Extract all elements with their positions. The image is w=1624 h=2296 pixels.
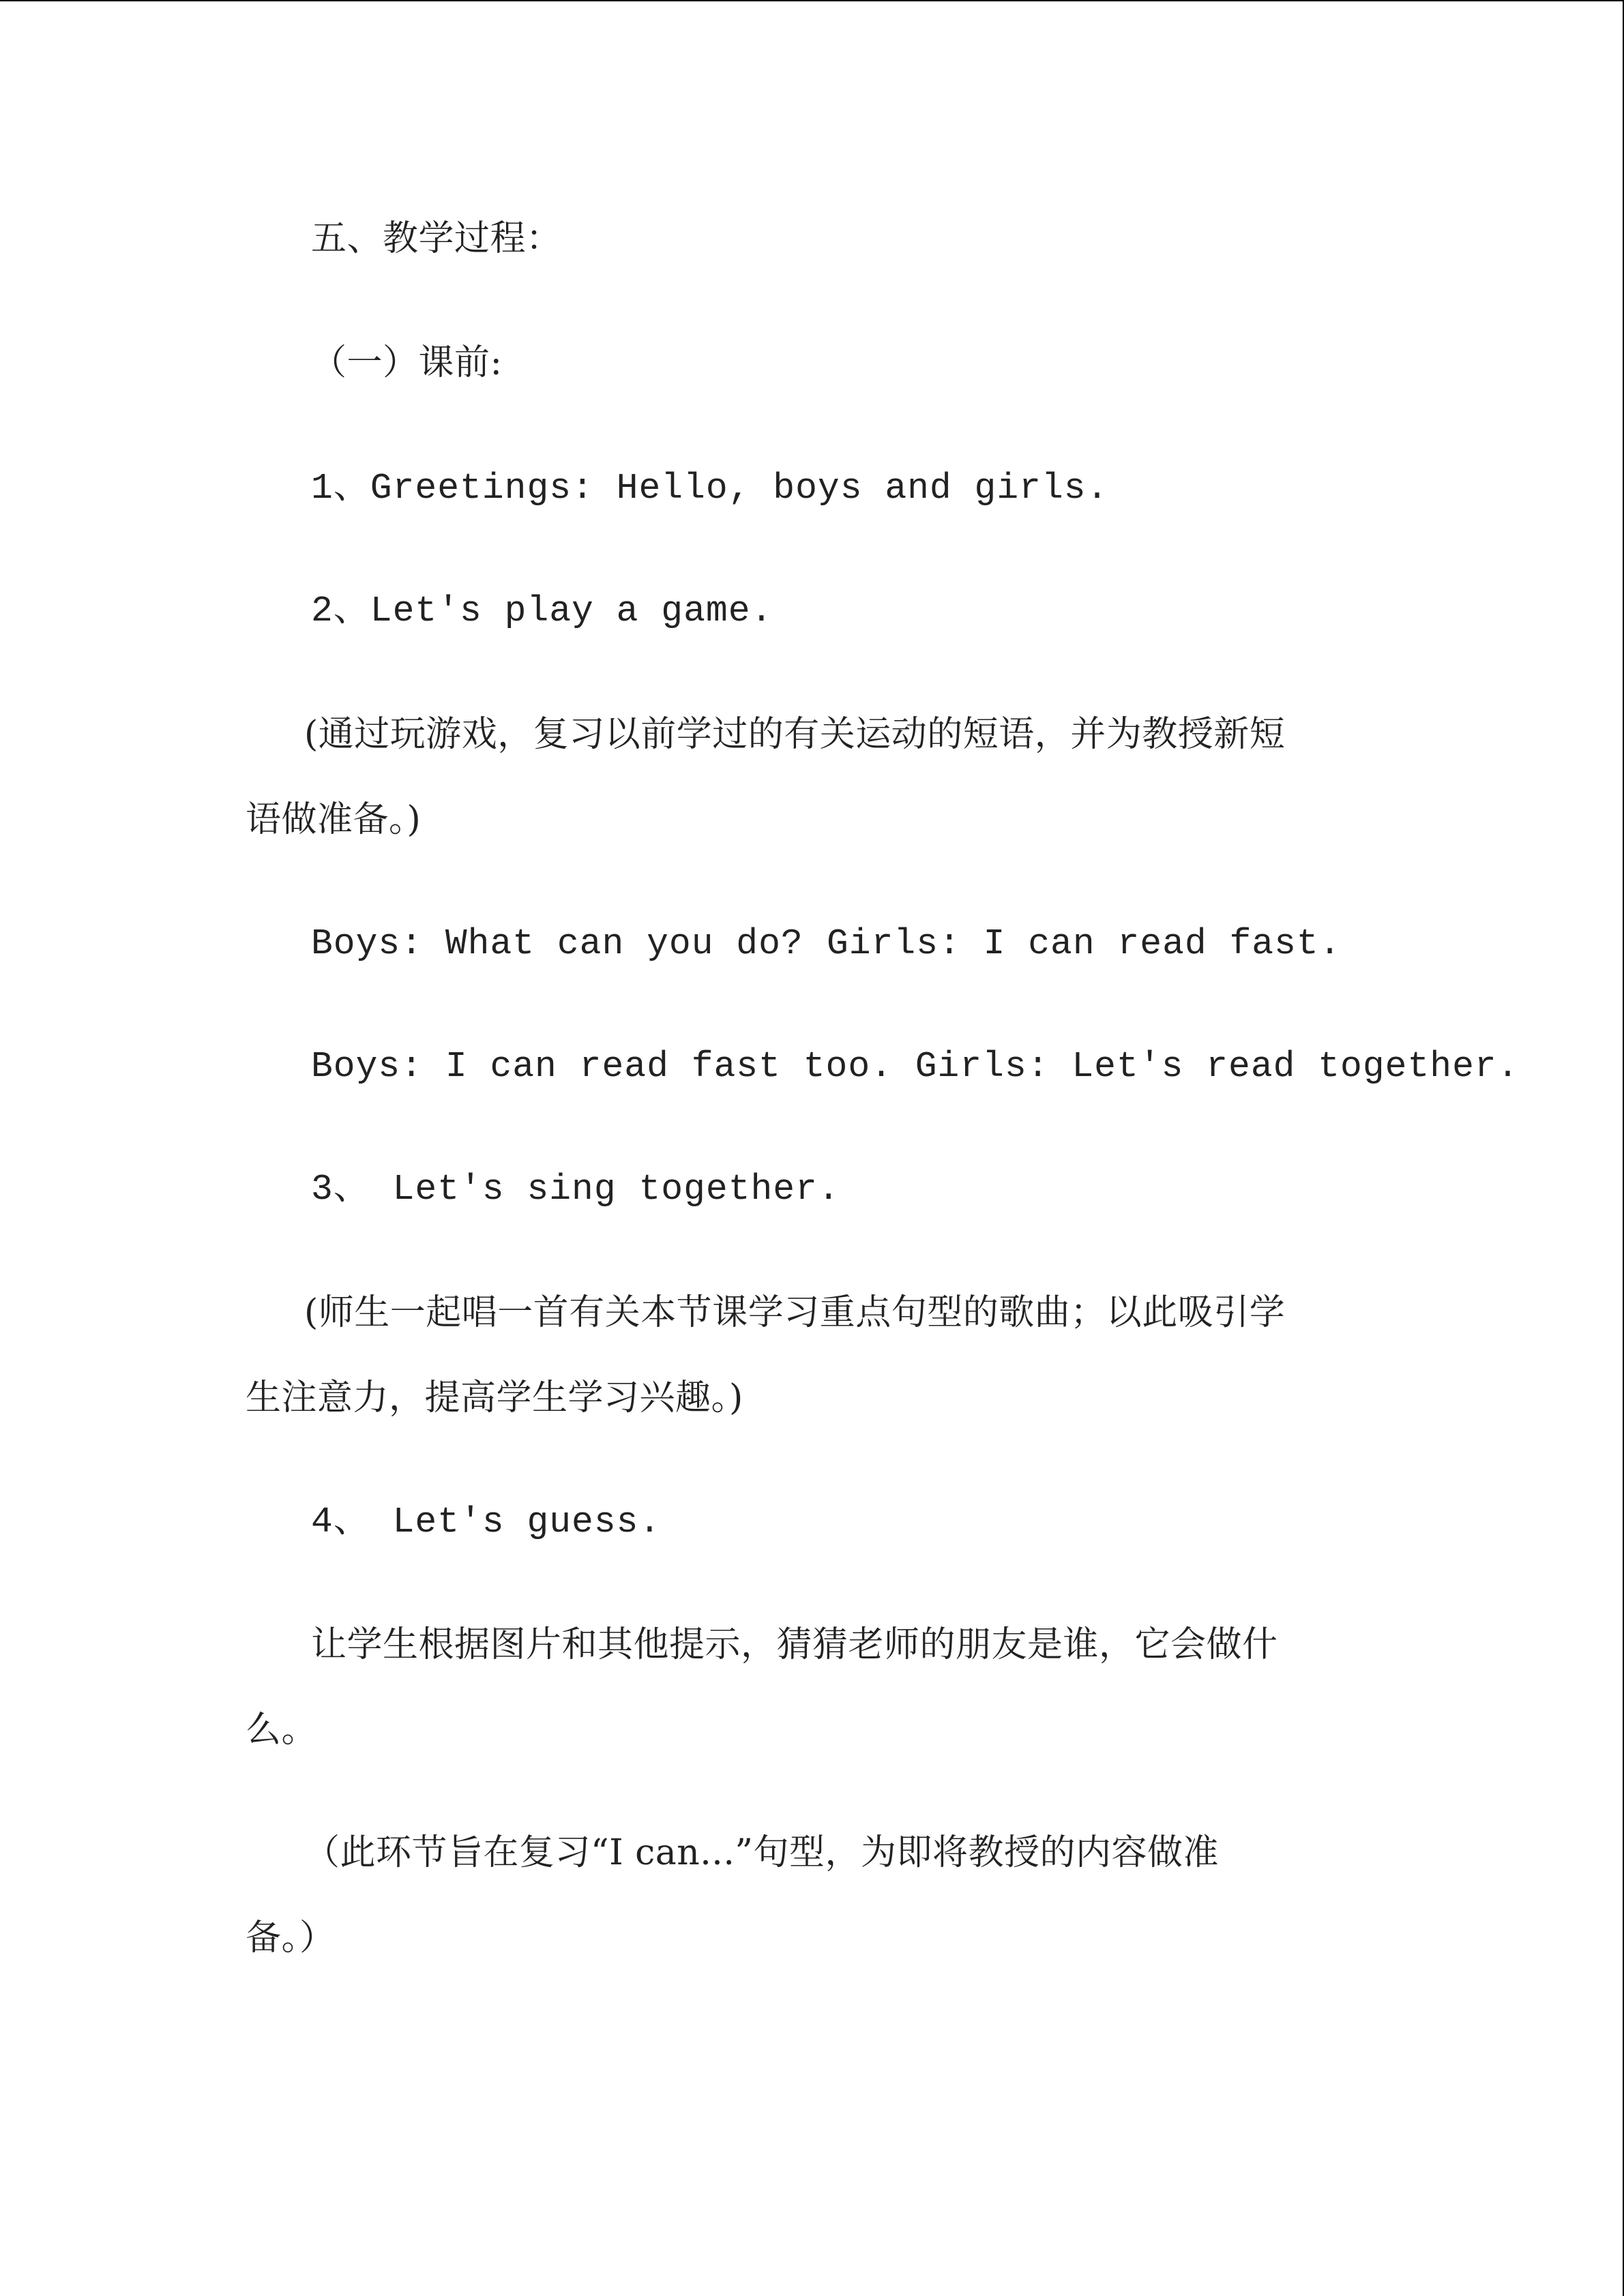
list-item-sing: 3、 Let's sing together. (311, 1169, 840, 1210)
paragraph-guess-line2: 么。 (246, 1710, 318, 1750)
dialogue-line-2: Boys: I can read fast too. Girls: Let's read together. (311, 1046, 1520, 1087)
section-heading: 五、教学过程： (311, 218, 562, 259)
list-item-game: 2、Let's play a game. (311, 591, 773, 631)
list-item-guess: 4、 Let's guess. (311, 1502, 662, 1542)
paragraph-guess-line1: 让学生根据图片和其他提示，猜猜老师的朋友是谁，它会做什 (311, 1624, 1278, 1665)
list-item-greetings: 1、Greetings: Hello, boys and girls. (311, 468, 1109, 509)
note-game-line1: (通过玩游戏，复习以前学过的有关运动的短语，并为教授新短 (304, 714, 1286, 755)
note-game-line2: 语做准备。) (246, 799, 422, 840)
note-sing-line1: (师生一起唱一首有关本节课学习重点句型的歌曲；以此吸引学 (304, 1292, 1286, 1333)
dialogue-boys-1: Boys: What can you do? (311, 923, 803, 964)
dialogue-girls-1: Girls: I can read fast. (827, 923, 1342, 964)
note-review-line1: （此环节旨在复习“I can...”句型，为即将教授的内容做准 (304, 1832, 1219, 1873)
subsection-heading: （一）课前: (311, 342, 503, 383)
note-sing-line2: 生注意力，提高学生学习兴趣。) (246, 1377, 743, 1418)
note-review-line2: 备。） (246, 1918, 336, 1958)
